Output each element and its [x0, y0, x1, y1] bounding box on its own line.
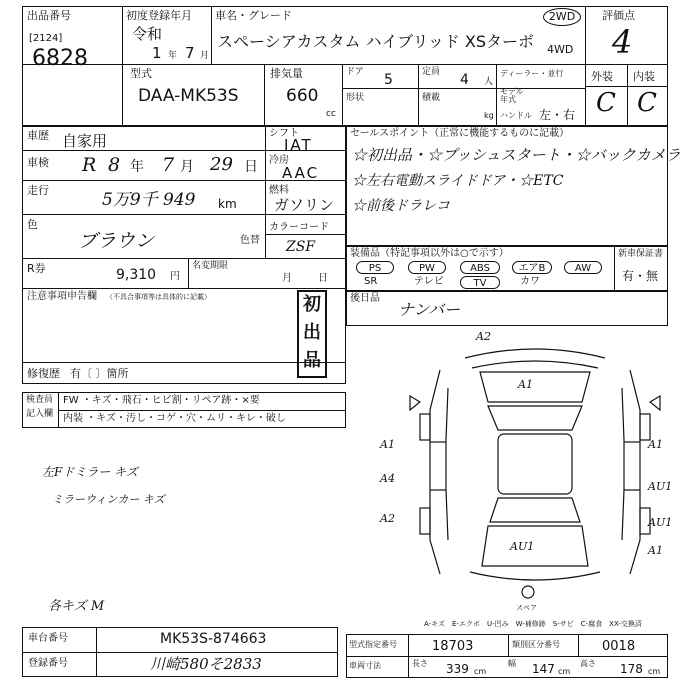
postsale-label: 後日品 — [350, 293, 380, 304]
lot-code: [2124] — [29, 33, 63, 44]
left-mirror — [410, 396, 420, 410]
plate-label: 登録番号 — [28, 658, 68, 669]
damage-mark-right-lower: A1 — [648, 544, 663, 557]
repair-value: 有〔 〕箇所 — [70, 367, 129, 380]
cert-value: 18703 — [432, 639, 474, 654]
registration-era: 令和 — [132, 25, 163, 43]
tax-unit: 円 — [170, 271, 180, 282]
color-code-label: カラーコード — [269, 222, 329, 233]
spare-label: スペア — [516, 604, 537, 612]
length-value: 339 — [446, 662, 469, 676]
equip-ps: PS — [356, 261, 394, 274]
damage-mark-right-front: A1 — [648, 438, 663, 451]
divider — [22, 288, 346, 289]
divider — [264, 64, 265, 126]
sales-label: セールスポイント（正常に機能するものに記載） — [350, 128, 570, 139]
registration-month: 7 — [185, 44, 195, 62]
divider — [342, 64, 343, 126]
right-side — [630, 370, 640, 574]
inspection-month-unit: 月 — [180, 159, 194, 175]
displacement-unit: cc — [326, 109, 336, 119]
transfer-label: 名変期限 — [192, 261, 229, 271]
model-year-label: モデル年式 — [500, 87, 524, 104]
color-label: 色 — [27, 218, 38, 231]
equip-airbag: エアB — [512, 261, 552, 274]
hood — [480, 372, 590, 402]
damage-mark-left-rear: A2 — [380, 512, 395, 525]
registration-year: 1 — [152, 44, 162, 62]
left-side — [430, 370, 440, 574]
handwritten-note-3: 各キズ M — [48, 599, 105, 614]
vehicle-name: スペーシアカスタム ハイブリッド XSターボ — [217, 32, 535, 51]
drive-2wd: 2WD — [543, 8, 581, 26]
width-value: 147 — [532, 662, 555, 676]
inspection-month: 7 — [162, 154, 175, 176]
divider — [265, 126, 266, 258]
inspection-day-unit: 日 — [244, 159, 258, 175]
sales-line-1: ☆初出品・☆プッシュスタート・☆バックカメラ — [352, 146, 681, 164]
exterior-label: 外装 — [591, 70, 613, 83]
inspection-day: 29 — [210, 154, 233, 175]
equipment-label: 装備品（特記事項以外は○で示す） — [350, 248, 509, 259]
divider — [614, 246, 615, 291]
registration-year-unit: 年 — [168, 51, 178, 61]
length-unit: cm — [474, 667, 487, 676]
inspector-label-1: 検査員 — [26, 395, 54, 405]
sales-line-3: ☆前後ドラレコ — [352, 198, 450, 214]
vehicle-name-label: 車名・グレード — [215, 9, 292, 22]
doors-value: 5 — [384, 72, 393, 88]
divider — [96, 627, 97, 677]
model-label: 型式 — [130, 67, 152, 80]
spare-tire — [522, 586, 534, 598]
divider — [211, 6, 212, 64]
lot-number: 6828 — [32, 46, 88, 71]
mileage-unit: km — [218, 197, 237, 211]
ac-label: 冷房 — [269, 155, 289, 166]
ac-value: AAC — [282, 164, 320, 182]
divider — [346, 656, 668, 657]
height-value: 178 — [620, 662, 643, 676]
shape-label: 形状 — [346, 93, 365, 103]
damage-mark-front-bumper: A2 — [476, 330, 491, 343]
left-front-wheel — [420, 414, 430, 440]
chassis-value: MK53S-874663 — [160, 631, 267, 647]
grade-label: 評価点 — [602, 9, 635, 22]
tax-label: R券 — [27, 262, 46, 275]
capacity-value: 4 — [460, 72, 469, 88]
repair-label: 修復歴 — [27, 367, 60, 380]
sales-line-2: ☆左右電動スライドドア・☆ETC — [352, 173, 564, 189]
right-front-wheel — [640, 414, 650, 440]
equip-tvset: テレビ — [414, 276, 444, 287]
capacity-label: 定員 — [422, 67, 441, 77]
damage-legend: A-キズ E-エクボ U-凹み W-補修跡 S-サビ C-腐食 XX-交換済 — [424, 620, 642, 628]
class-value: 0018 — [602, 639, 636, 654]
color-value: ブラウン — [78, 230, 155, 252]
inspection-year: 8 — [108, 154, 121, 176]
chassis-label: 車台番号 — [28, 633, 68, 644]
divider — [627, 64, 628, 126]
postsale-frame — [346, 291, 668, 326]
fuel-label: 燃料 — [269, 185, 289, 196]
transfer-day-unit: 日 — [318, 273, 328, 284]
width-unit: cm — [558, 667, 571, 676]
damage-mark-left-front: A1 — [380, 438, 395, 451]
stamp-char-3: 品 — [303, 350, 321, 371]
registration-month-unit: 月 — [200, 51, 210, 61]
length-label: 長さ — [412, 659, 428, 668]
transfer-month-unit: 月 — [282, 273, 292, 284]
front-bumper-lower — [472, 361, 598, 368]
inspector-interior-row: 内装 ・キズ・汚し・コゲ・穴・ムリ・キレ・破し — [63, 413, 286, 424]
damage-mark-hood: A1 — [518, 378, 533, 391]
lot-label: 出品番号 — [27, 9, 71, 22]
damage-mark-rear-hatch: AU1 — [510, 540, 535, 553]
equip-pw: PW — [408, 261, 446, 274]
stamp-char-2: 出 — [303, 322, 321, 343]
interior-label: 内装 — [633, 70, 655, 83]
divider — [496, 64, 497, 126]
fuel-value: ガソリン — [274, 196, 335, 214]
inspection-year-unit: 年 — [130, 159, 144, 175]
notes-label: 注意事項申告欄 — [27, 291, 97, 302]
rear-glass — [490, 498, 580, 522]
left-rear-wheel — [420, 508, 430, 534]
divider — [122, 6, 123, 126]
right-side-doors — [622, 388, 624, 540]
inspection-era: R — [82, 154, 97, 176]
divider — [585, 6, 586, 126]
equip-aw: AW — [564, 261, 602, 274]
capacity-unit: 人 — [484, 77, 494, 87]
tax-value: 9,310 — [116, 267, 157, 283]
displacement-label: 排気量 — [270, 67, 303, 80]
divider — [22, 652, 338, 653]
inspection-label: 車検 — [27, 156, 49, 169]
divider — [22, 214, 346, 215]
roof — [498, 434, 572, 494]
damage-mark-left-middle: A4 — [380, 472, 395, 485]
load-label: 積載 — [422, 93, 441, 103]
notes-sub: （不具合事項等は具体的に記載） — [106, 293, 211, 301]
drive-4wd: 4WD — [547, 43, 574, 56]
warranty-label: 新車保証書 — [618, 249, 664, 259]
shift-label: シフト — [269, 128, 299, 139]
height-label: 高さ — [580, 659, 596, 668]
equip-leather: カワ — [520, 276, 540, 287]
rear-bumper — [470, 572, 600, 580]
divider — [408, 634, 409, 678]
divider — [578, 634, 579, 656]
inspector-label-2: 記入欄 — [26, 409, 54, 419]
handle-label: ハンドル — [500, 111, 532, 120]
first-listing-stamp — [297, 290, 327, 378]
shift-value: IAT — [284, 136, 313, 154]
damage-mark-right-middle: AU1 — [648, 480, 673, 493]
color-change-label: 色替 — [240, 235, 260, 246]
handwritten-note-2: ミラーウィンカー キズ — [52, 493, 165, 506]
front-bumper — [465, 349, 605, 358]
interior-grade: C — [637, 88, 657, 118]
grade-score: 4 — [612, 23, 633, 61]
divider — [22, 64, 668, 65]
divider — [265, 234, 346, 235]
mileage-label: 走行 — [27, 184, 49, 197]
rear-hatch — [482, 526, 588, 566]
car-damage-diagram — [380, 330, 673, 612]
stamp-char-1: 初 — [303, 294, 321, 315]
use-value: 自家用 — [62, 132, 108, 150]
divider — [58, 410, 346, 411]
equip-tv: TV — [460, 276, 500, 289]
height-unit: cm — [648, 667, 661, 676]
handwritten-note-1: 左Fドミラー キズ — [42, 465, 138, 479]
dimensions-label: 車両寸法 — [349, 661, 381, 670]
divider — [22, 258, 346, 259]
left-side-doors — [446, 388, 448, 540]
exterior-grade: C — [596, 88, 616, 118]
doors-label: ドア — [346, 67, 364, 77]
damage-mark-right-rear: AU1 — [648, 516, 673, 529]
registration-label: 初度登録年月 — [126, 9, 192, 22]
divider — [418, 64, 419, 126]
dealer-label: ディーラー・並行 — [500, 69, 564, 78]
width-label: 幅 — [508, 659, 516, 668]
divider — [188, 258, 189, 288]
color-code-value: ZSF — [286, 239, 316, 255]
mileage-value: 5万9千 949 — [102, 190, 196, 210]
divider — [508, 634, 509, 656]
load-unit: kg — [484, 111, 494, 120]
cert-label: 型式指定番号 — [349, 640, 397, 649]
divider — [342, 88, 585, 89]
handle-value: 左・右 — [539, 108, 576, 122]
postsale-value: ナンバー — [398, 300, 461, 319]
class-label: 類別区分番号 — [512, 640, 560, 649]
use-label: 車歴 — [27, 129, 49, 142]
model-value: DAA-MK53S — [138, 86, 239, 106]
windshield — [488, 406, 582, 430]
inspector-fw-row: FW ・キズ・飛石・ヒビ割・リペア跡・×要 — [63, 395, 260, 406]
right-mirror — [650, 396, 660, 410]
displacement-value: 660 — [286, 86, 319, 106]
equip-sr: SR — [364, 276, 378, 287]
plate-value: 川崎580そ2833 — [150, 655, 262, 673]
warranty-value: 有・無 — [622, 269, 659, 283]
equip-abs: ABS — [460, 261, 500, 274]
